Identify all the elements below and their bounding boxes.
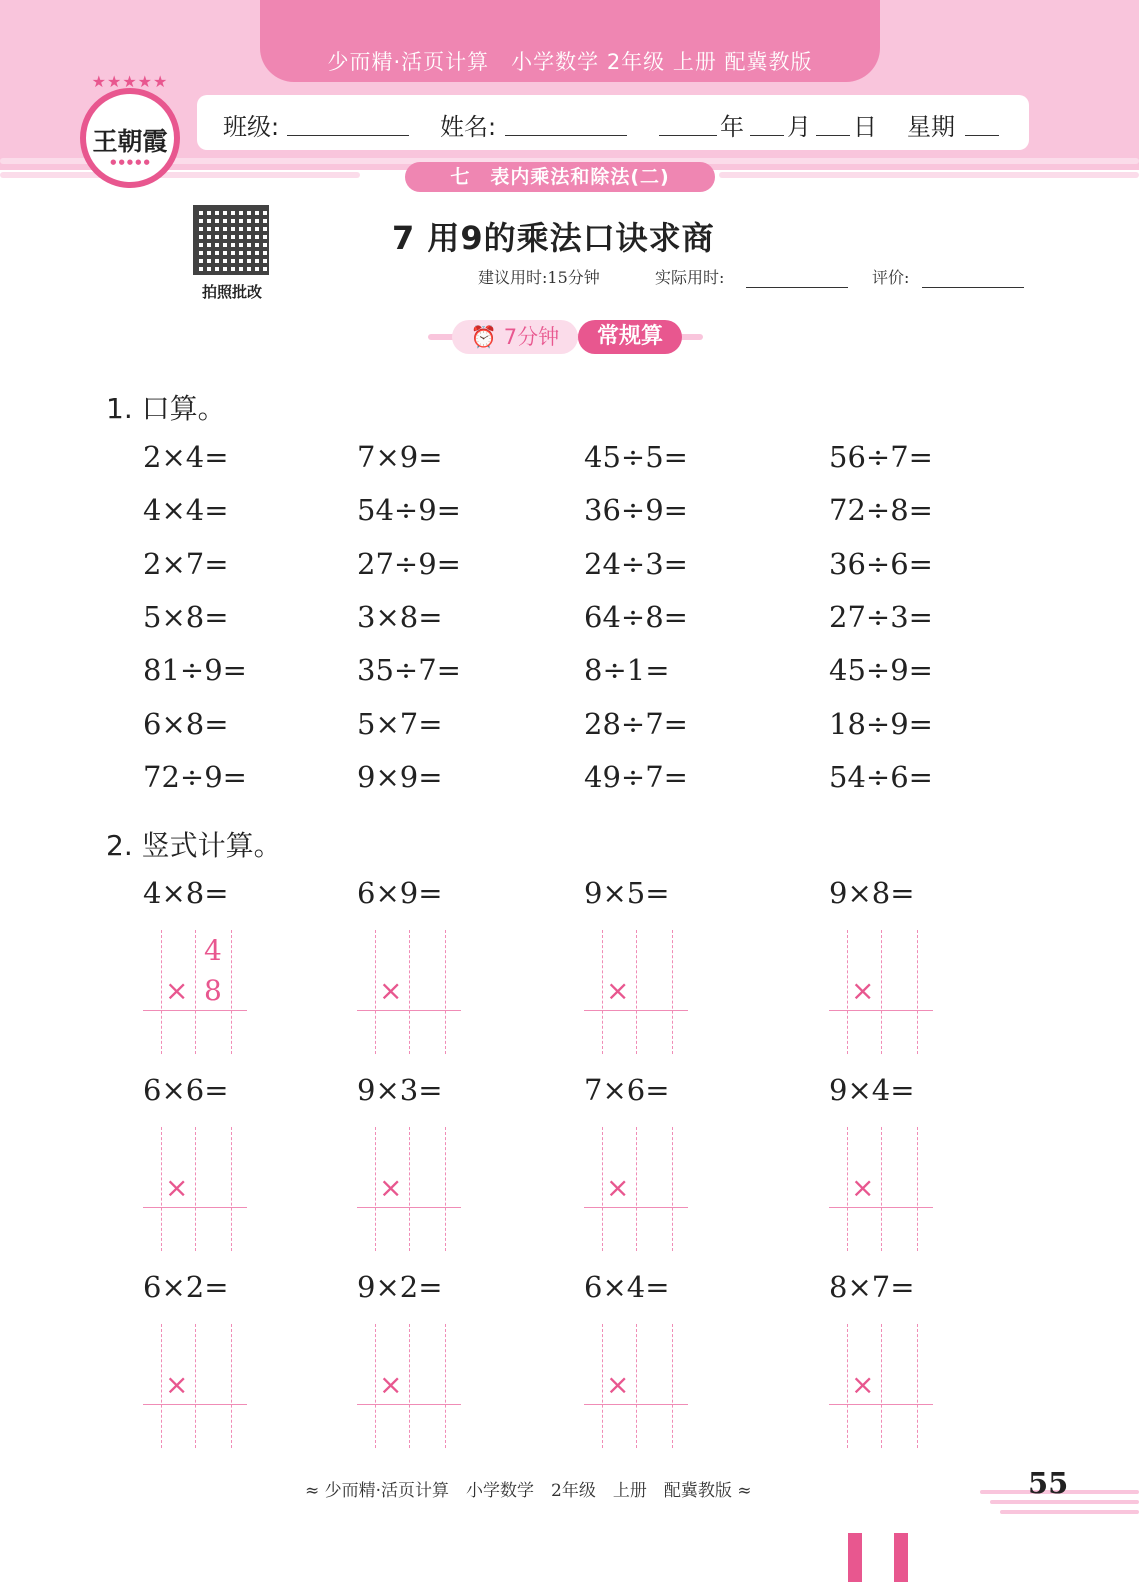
vertical-problem: 9×5= — [584, 876, 670, 910]
weekday-field[interactable] — [965, 135, 999, 136]
grid-line — [917, 1324, 918, 1448]
oral-problem: 4×4= — [143, 493, 229, 527]
section2-title: 2. 竖式计算。 — [106, 829, 282, 862]
oral-problem: 6×8= — [143, 707, 229, 741]
lesson-title: 7 用9的乘法口诀求商 — [392, 219, 715, 257]
result-line — [357, 1404, 461, 1405]
oral-problem: 27÷9= — [357, 547, 461, 581]
oral-problem: 49÷7= — [584, 760, 688, 794]
result-line — [584, 1404, 688, 1405]
vertical-problem: 9×8= — [829, 876, 915, 910]
times-sign: × — [606, 1368, 630, 1401]
grid-line — [375, 1127, 376, 1251]
day-label: 日 — [853, 113, 877, 141]
oral-problem: 35÷7= — [357, 653, 461, 687]
times-sign: × — [165, 1171, 189, 1204]
vertical-problem: 4×8= — [143, 876, 229, 910]
qr-code-icon[interactable] — [193, 205, 269, 275]
oral-problem: 3×8= — [357, 600, 443, 634]
result-line — [357, 1207, 461, 1208]
result-line — [584, 1010, 688, 1011]
header-wave-left — [0, 172, 360, 178]
example-digit-bottom: 8 — [204, 974, 222, 1007]
page-number: 55 — [1028, 1466, 1069, 1500]
student-info-bar — [197, 95, 1029, 150]
times-sign: × — [851, 974, 875, 1007]
grid-line — [636, 930, 637, 1054]
series-tab — [260, 0, 880, 82]
oral-problem: 5×7= — [357, 707, 443, 741]
class-label: 班级: — [223, 113, 280, 141]
times-sign: × — [606, 1171, 630, 1204]
grid-line — [445, 1127, 446, 1251]
series-title: 少而精·活页计算 小学数学 2年级 上册 配冀教版 — [327, 50, 813, 74]
vertical-problem: 9×3= — [357, 1073, 443, 1107]
vertical-problem: 6×4= — [584, 1270, 670, 1304]
vertical-problem: 9×2= — [357, 1270, 443, 1304]
clock-icon: ⏰ — [470, 325, 498, 349]
section1-title: 1. 口算。 — [106, 392, 226, 425]
grid-line — [881, 1127, 882, 1251]
footer-wave — [990, 1500, 1139, 1504]
oral-problem: 54÷6= — [829, 760, 933, 794]
times-sign: × — [379, 1171, 403, 1204]
chapter-title: 七 表内乘法和除法(二) — [405, 162, 715, 192]
grid-line — [161, 930, 162, 1054]
result-line — [357, 1010, 461, 1011]
result-line — [829, 1010, 933, 1011]
qr-label: 拍照批改 — [201, 283, 262, 301]
grid-line — [917, 1127, 918, 1251]
result-line — [584, 1207, 688, 1208]
day-field[interactable] — [816, 135, 850, 136]
rating-label: 评价: — [872, 268, 910, 287]
grid-line — [409, 930, 410, 1054]
example-digit-top: 4 — [204, 934, 222, 967]
edge-tab — [848, 1533, 862, 1582]
oral-problem: 72÷8= — [829, 493, 933, 527]
weekday-label: 星期 — [907, 113, 955, 141]
footer-text: ≈ 少而精·活页计算 小学数学 2年级 上册 配冀教版 ≈ — [305, 1481, 752, 1501]
grid-line — [602, 1324, 603, 1448]
times-sign: × — [851, 1171, 875, 1204]
oral-problem: 28÷7= — [584, 707, 688, 741]
grid-line — [847, 930, 848, 1054]
result-line — [829, 1207, 933, 1208]
grid-line — [231, 930, 232, 1054]
month-label: 月 — [787, 113, 811, 141]
times-sign: × — [379, 974, 403, 1007]
grid-line — [636, 1127, 637, 1251]
name-label: 姓名: — [440, 113, 497, 141]
grid-line — [161, 1324, 162, 1448]
grid-line — [375, 930, 376, 1054]
oral-problem: 36÷6= — [829, 547, 933, 581]
rating-field[interactable] — [922, 287, 1024, 288]
grid-line — [917, 930, 918, 1054]
actual-time-label: 实际用时: — [655, 268, 725, 287]
grid-line — [881, 930, 882, 1054]
grid-line — [161, 1127, 162, 1251]
grid-line — [636, 1324, 637, 1448]
logo-stars: ★★★★★ — [91, 72, 169, 91]
vertical-problem: 7×6= — [584, 1073, 670, 1107]
grid-line — [231, 1324, 232, 1448]
oral-problem: 36÷9= — [584, 493, 688, 527]
grid-line — [195, 1127, 196, 1251]
oral-problem: 9×9= — [357, 760, 443, 794]
year-label: 年 — [720, 113, 744, 141]
edge-tab — [894, 1533, 908, 1582]
oral-problem: 2×4= — [143, 440, 229, 474]
oral-problem: 54÷9= — [357, 493, 461, 527]
actual-time-field[interactable] — [746, 287, 848, 288]
grid-line — [445, 1324, 446, 1448]
oral-problem: 2×7= — [143, 547, 229, 581]
oral-problem: 56÷7= — [829, 440, 933, 474]
oral-problem: 27÷3= — [829, 600, 933, 634]
grid-line — [847, 1127, 848, 1251]
grid-line — [602, 930, 603, 1054]
oral-problem: 18÷9= — [829, 707, 933, 741]
result-line — [143, 1010, 247, 1011]
oral-problem: 45÷9= — [829, 653, 933, 687]
grid-line — [672, 1324, 673, 1448]
vertical-problem: 8×7= — [829, 1270, 915, 1304]
grid-line — [195, 1324, 196, 1448]
vertical-problem: 6×6= — [143, 1073, 229, 1107]
vertical-problem: 9×4= — [829, 1073, 915, 1107]
logo-name: 王朝霞 — [92, 127, 168, 156]
type-badge: 常规算 — [578, 320, 682, 354]
oral-problem: 72÷9= — [143, 760, 247, 794]
oral-problem: 64÷8= — [584, 600, 688, 634]
times-sign: × — [165, 974, 189, 1007]
oral-problem: 45÷5= — [584, 440, 688, 474]
logo — [80, 72, 180, 188]
vertical-problem: 6×9= — [357, 876, 443, 910]
grid-line — [847, 1324, 848, 1448]
oral-problem: 24÷3= — [584, 547, 688, 581]
header-wave-right — [719, 172, 1139, 178]
grid-line — [231, 1127, 232, 1251]
vertical-problem: 6×2= — [143, 1270, 229, 1304]
class-field[interactable] — [287, 135, 409, 136]
result-line — [143, 1207, 247, 1208]
oral-problem: 7×9= — [357, 440, 443, 474]
times-sign: × — [851, 1368, 875, 1401]
logo-ring: ● ● ● ● ● — [110, 158, 150, 166]
result-line — [829, 1404, 933, 1405]
grid-line — [881, 1324, 882, 1448]
times-sign: × — [379, 1368, 403, 1401]
times-sign: × — [165, 1368, 189, 1401]
time-badge-label: 7分钟 — [503, 325, 560, 349]
grid-line — [672, 930, 673, 1054]
name-field[interactable] — [505, 135, 627, 136]
grid-line — [195, 930, 196, 1054]
oral-problem: 5×8= — [143, 600, 229, 634]
grid-line — [445, 930, 446, 1054]
month-field[interactable] — [750, 135, 784, 136]
times-sign: × — [606, 974, 630, 1007]
year-field[interactable] — [659, 135, 717, 136]
grid-line — [409, 1127, 410, 1251]
grid-line — [409, 1324, 410, 1448]
oral-problem: 81÷9= — [143, 653, 247, 687]
time-badge — [452, 320, 578, 354]
result-line — [143, 1404, 247, 1405]
grid-line — [672, 1127, 673, 1251]
oral-problem: 8÷1= — [584, 653, 670, 687]
footer-wave — [1000, 1510, 1139, 1514]
grid-line — [602, 1127, 603, 1251]
suggested-time: 建议用时:15分钟 — [478, 268, 600, 287]
grid-line — [375, 1324, 376, 1448]
